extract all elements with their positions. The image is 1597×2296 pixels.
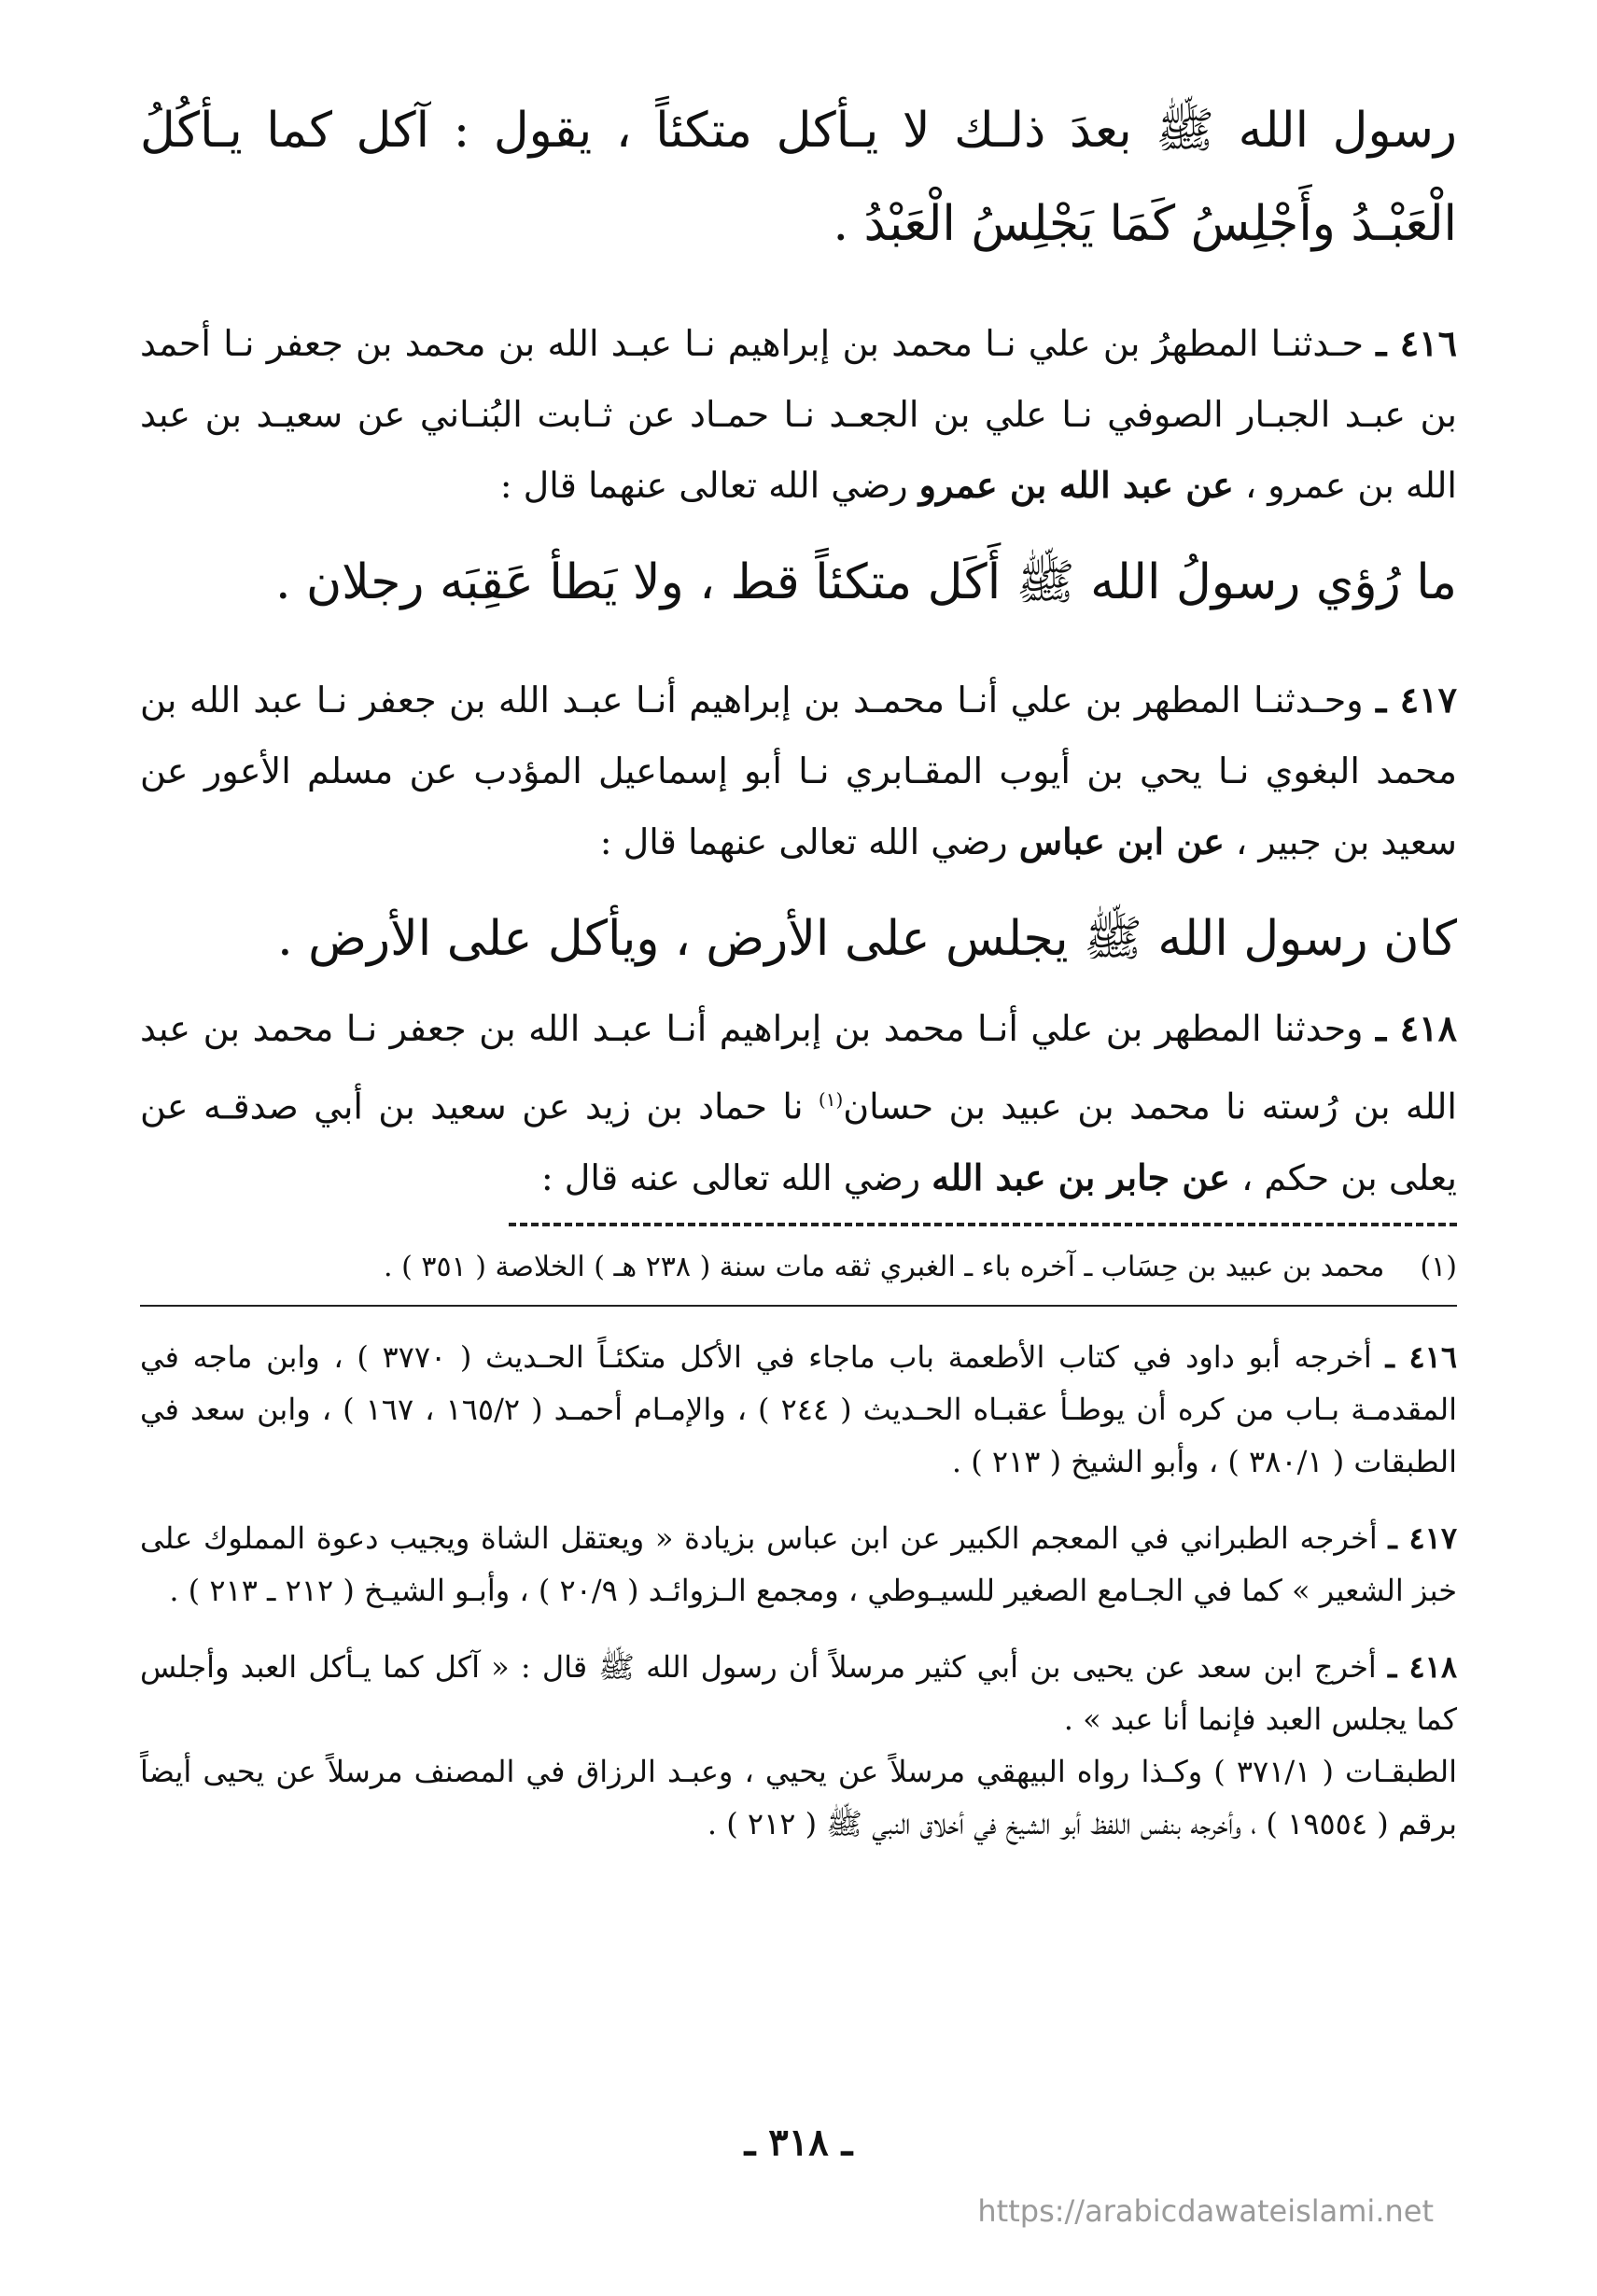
- reference-text: أخرجه الطبراني في المعجم الكبير عن ابن عباس بزيادة « ويعتقل الشاة ويجيب دعوة المملوك على خبز الشعير » كما في الجـامع الصغير للسيـوطي ، ومجمع الـزوائـد ( ٢٠/٩ ) ، وأبـو الشيـخ ( ٢١٢ ـ ٢١٣ ) .: [140, 1519, 1457, 1608]
- isnad-text: حـدثنـا المطهرُ بن علي نـا محمد بن إبراهيم نـا عبـد الله بن محمد بن جعفر نـا أحمد بن عبـد الجبـار الصوفي نـا علي بن الجعـد نـا حمـاد عن ثـابت البُنـاني عن سعيـد بن عبد الله بن عمرو ،: [140, 323, 1457, 506]
- reference-text: الطبقـات ( ٣٧١/١ ) وكـذا رواه البيهقي مرسلاً عن يحيي ، وعبـد الرزاق في المصنف مرسلاً عن يحيى أيضاً برقم ( ١٩٥٥٤ ) ، وأخرجه بنفس اللفظ أبو الشيخ في أخلاق النبي ﷺ ( ٢١٢ ) .: [140, 1753, 1458, 1841]
- isnad-text: وحـدثنـا المطهر بن علي أنـا محمـد بن إبراهيم أنـا عبـد الله بن جعفر نـا عبد الله بن محمد البغوي نـا يحي بن أيوب المقـابري نـا أبو إسماعيل المؤدب عن مسلم الأعور عن سعيد بن جبير ،: [140, 679, 1457, 862]
- isnad-tail: رضي الله تعالى عنهما قال :: [499, 465, 908, 506]
- reference-number: ٤١٧ ـ: [1388, 1519, 1458, 1556]
- isnad-tail: رضي الله تعالى عنهما قال :: [599, 821, 1008, 862]
- footnote: [140, 1243, 1457, 1292]
- hadith-418-isnad: [140, 993, 1457, 1213]
- hadith-number: ٤١٦ ـ: [1376, 322, 1457, 364]
- hadith-source: عن عبد الله بن عمرو: [918, 464, 1234, 506]
- hadith-417-isnad: [140, 665, 1457, 877]
- footnote-marker: (١): [818, 1088, 844, 1111]
- intro-paragraph: رسول الله ﷺ بعدَ ذلـك لا يـأكل متكئاً ، يقول : آكل كما يـأكُلُ الْعَبْـدُ وأَجْلِسُ كَمَا يَجْلِسُ الْعَبْدُ .: [140, 103, 1457, 252]
- hadith-number: ٤١٨ ـ: [1375, 1007, 1457, 1049]
- footnote-separator: [509, 1223, 1457, 1226]
- hadith-417-matn: كان رسول الله ﷺ يجلس على الأرض ، ويأكل على الأرض .: [277, 911, 1457, 967]
- section-divider: [140, 1305, 1457, 1307]
- reference-418: [140, 1641, 1457, 1745]
- hadith-source: عن ابن عباس: [1018, 820, 1225, 862]
- page-content: [140, 84, 1457, 1850]
- reference-417: [140, 1512, 1457, 1617]
- reference-number: ٤١٦ ـ: [1385, 1338, 1458, 1375]
- isnad-text: وحدثنا المطهر بن علي أنـا محمد بن إبراهيم أنـا عبـد الله بن جعفر نـا محمد بن عبد الله بن رُسته نا محمد بن عبيد بن حسان: [140, 1008, 1457, 1127]
- hadith-number: ٤١٧ ـ: [1376, 679, 1457, 721]
- hadith-source: عن جابر بن عبد الله: [932, 1155, 1230, 1198]
- footnote-number: (١): [1420, 1250, 1457, 1283]
- isnad-tail: رضي الله تعالى عنه قال :: [540, 1156, 921, 1198]
- isnad-text-cont: نا حماد بن زيد عن سعيد بن أبي صدقـه عن يعلى بن حكم ،: [140, 1085, 1457, 1198]
- hadith-416-matn: ما رُؤي رسولُ الله ﷺ أَكَل متكئاً قط ، ولا يَطأ عَقِبَه رجلان .: [274, 554, 1457, 610]
- hadith-416-isnad: [140, 308, 1457, 521]
- reference-text: أخرج ابن سعد عن يحيى بن أبي كثير مرسلاً أن رسول الله ﷺ قال : « آكل كما يـأكل العبد وأجلس كما يجلس العبد فإنما أنا عبد » .: [140, 1648, 1457, 1737]
- reference-416: [140, 1331, 1457, 1488]
- reference-number: ٤١٨ ـ: [1387, 1648, 1458, 1685]
- reference-418-cont: [140, 1745, 1457, 1850]
- reference-text: أخرجه أبو داود في كتاب الأطعمة باب ماجاء في الأكل متكئـاً الحـديث ( ٣٧٧٠ ) ، وابن ماجه في المقدمـة بـاب من كره أن يوطـأ عقبـاه الحـديث ( ٢٤٤ ) ، والإمـام أحمـد ( ١٦٥/٢ ، ١٦٧ ) ، وابن سعد في الطبقات ( ٣٨٠/١ ) ، وأبو الشيخ ( ٢١٣ ) .: [140, 1338, 1458, 1479]
- watermark-url: https://arabicdawateislami.net: [977, 2193, 1434, 2229]
- footnote-text: محمد بن عبيد بن حِسَاب ـ آخره باء ـ الغبري ثقه مات سنة ( ٢٣٨ هـ ) الخلاصة ( ٣٥١ ) .: [384, 1250, 1385, 1283]
- page-number: ـ ٣١٨ ـ: [744, 2121, 853, 2164]
